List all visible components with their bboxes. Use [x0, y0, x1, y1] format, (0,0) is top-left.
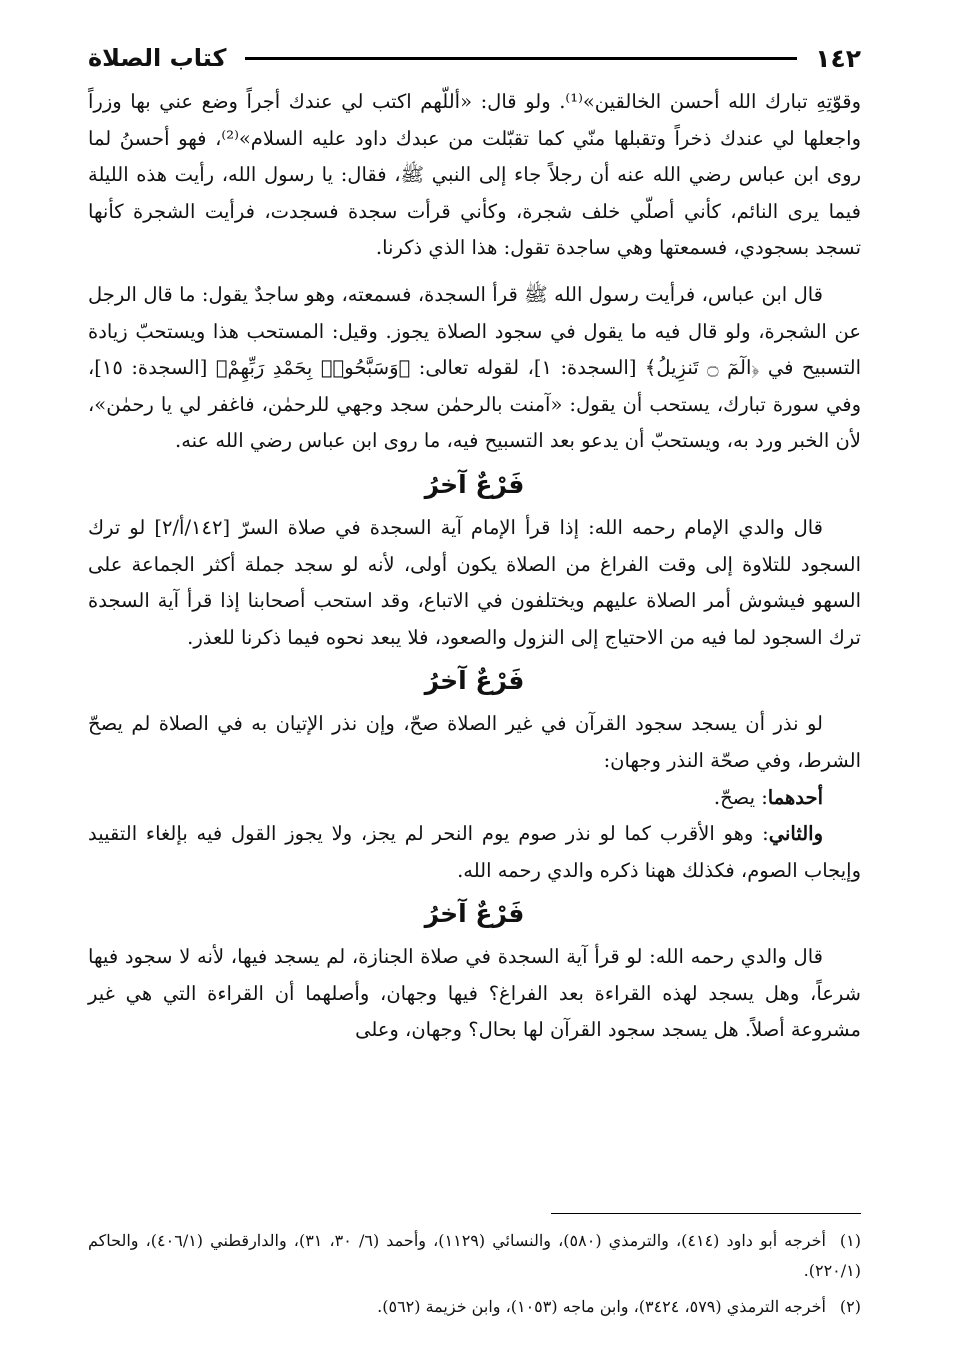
book-title: كتاب الصلاة [88, 44, 227, 72]
option-label-second: والثاني [768, 822, 823, 846]
footnotes [88, 1226, 861, 1328]
paragraph-4: لو نذر أن يسجد سجود القرآن في غير الصلاة صحّ، وإن نذر الإتيان به في الصلاة لم يصحّ الشرط، وفي صحّة النذر وجهان: [88, 712, 861, 772]
section-heading-1: فَرْعٌ آخرُ [424, 469, 525, 499]
paragraph-5 [88, 780, 861, 817]
footnote-separator [551, 1213, 861, 1214]
paragraph-3: قال والدي الإمام رحمه الله: إذا قرأ الإمام آية السجدة في صلاة السرّ [١٤٢/أ/٢] لو ترك السجود للتلاوة إلى وقت الفراغ من الصلاة يكون أولى، لأنه لو سجد جملة أكثر الجماعة على السهو فيشوش أمر الصلاة عليهم ويختلفون في الاتباع، وقد استحب أصحابنا إذا قرأ آية السجدة ترك السجود لما فيه من الاحتياج إلى النزول والصعود، فلا يبعد نحوه فيما ذكرنا للعذر. [88, 515, 861, 649]
footnote-2-text: أخرجه الترمذي (٥٧٩، ٣٤٢٤)، وابن ماجه (١٠٥٣)، وابن خزيمة (٥٦٢). [377, 1297, 826, 1316]
page-header [88, 38, 861, 78]
option-text-first: : يصحّ. [713, 785, 768, 809]
paragraph-1: وقوّتِهِ تبارك الله أحسن الخالقين»⁽¹⁾. ولو قال: «أللّهم اكتب لي عندك أجراً وضع عني بها وزراً واجعلها لي عندك ذخراً وتقبلها منّي كما تقبّلت من عبدك داود عليه السلام»⁽²⁾، فهو أحسنُ لما روى ابن عباس رضي الله عنه أن رجلاً جاء إلى النبي ﷺ، فقال: يا رسول الله، رأيت هذه الليلة فيما يرى النائم، كأني أصلّي خلف شجرة، وكأني قرأت سجدة فسجدت، فرأيت الشجرة كأنها تسجد بسجودي، فسمعتها وهي ساجدة تقول: هذا الذي ذكرنا. [88, 90, 861, 260]
paragraph-7: قال والدي رحمه الله: لو قرأ آية السجدة في صلاة الجنازة، لم يسجد فيها، لأنه لا سجود فيها شرعاً، وهل يسجد لهذه القراءة بعد الفراغ؟ فيها وجهان، وأصلهما أن القراءة التي هي غير مشروعة أصلاً. هل يسجد سجود القرآن لها بحال؟ وجهان، وعلى [88, 945, 861, 1042]
footnote-1-number: (١) [839, 1231, 862, 1250]
page-body [88, 84, 861, 1049]
footnote-2 [88, 1292, 861, 1322]
section-heading-3: فَرْعٌ آخرُ [424, 899, 525, 929]
footnote-1 [88, 1226, 861, 1286]
page-number: ١٤٢ [815, 43, 861, 73]
section-heading-2: فَرْعٌ آخرُ [424, 666, 525, 696]
paragraph-2: قال ابن عباس، فرأيت رسول الله ﷺ قرأ السجدة، فسمعته، وهو ساجدٌ يقول: ما قال الرجل عن الشجرة، ولو قال فيه ما يقول في سجود الصلاة يجوز. وقيل: المستحب هذا ويستحبّ زيادة التسبيح في ﴿الٓمٓ ۝ تَنزِيلُ﴾ [السجدة: ١]، لقوله تعالى: ﴿وَسَبَّحُوا۟ بِحَمْدِ رَبِّهِمْ﴾ [السجدة: ١٥]، وفي سورة تبارك، يستحب أن يقول: «آمنت بالرحمٰن سجد وجهي للرحمٰن، فاغفر لي يا رحمٰن»، لأن الخبر ورد به، ويستحبّ أن يدعو بعد التسبيح فيه، ما روى ابن عباس رضي الله عنه. [88, 282, 861, 453]
option-label-first: أحدهما [767, 785, 823, 809]
footnote-2-number: (٢) [839, 1297, 861, 1316]
footnote-1-text: أخرجه أبو داود (٤١٤)، والترمذي (٥٨٠)، والنسائي (١١٢٩)، وأحمد (٦/ ٣٠، ٣١)، والدارقطني (٤٠٦/١)، والحاكم (٢٢٠/١). [88, 1231, 861, 1280]
header-rule [245, 57, 798, 60]
paragraph-6 [88, 816, 861, 889]
option-text-second: : وهو الأقرب كما لو نذر صوم يوم النحر لم يجز، ولا يجوز القول فيه بإلغاء التقييد وإيجاب الصوم، فكذلك ههنا ذكره والدي رحمه الله. [88, 822, 861, 882]
